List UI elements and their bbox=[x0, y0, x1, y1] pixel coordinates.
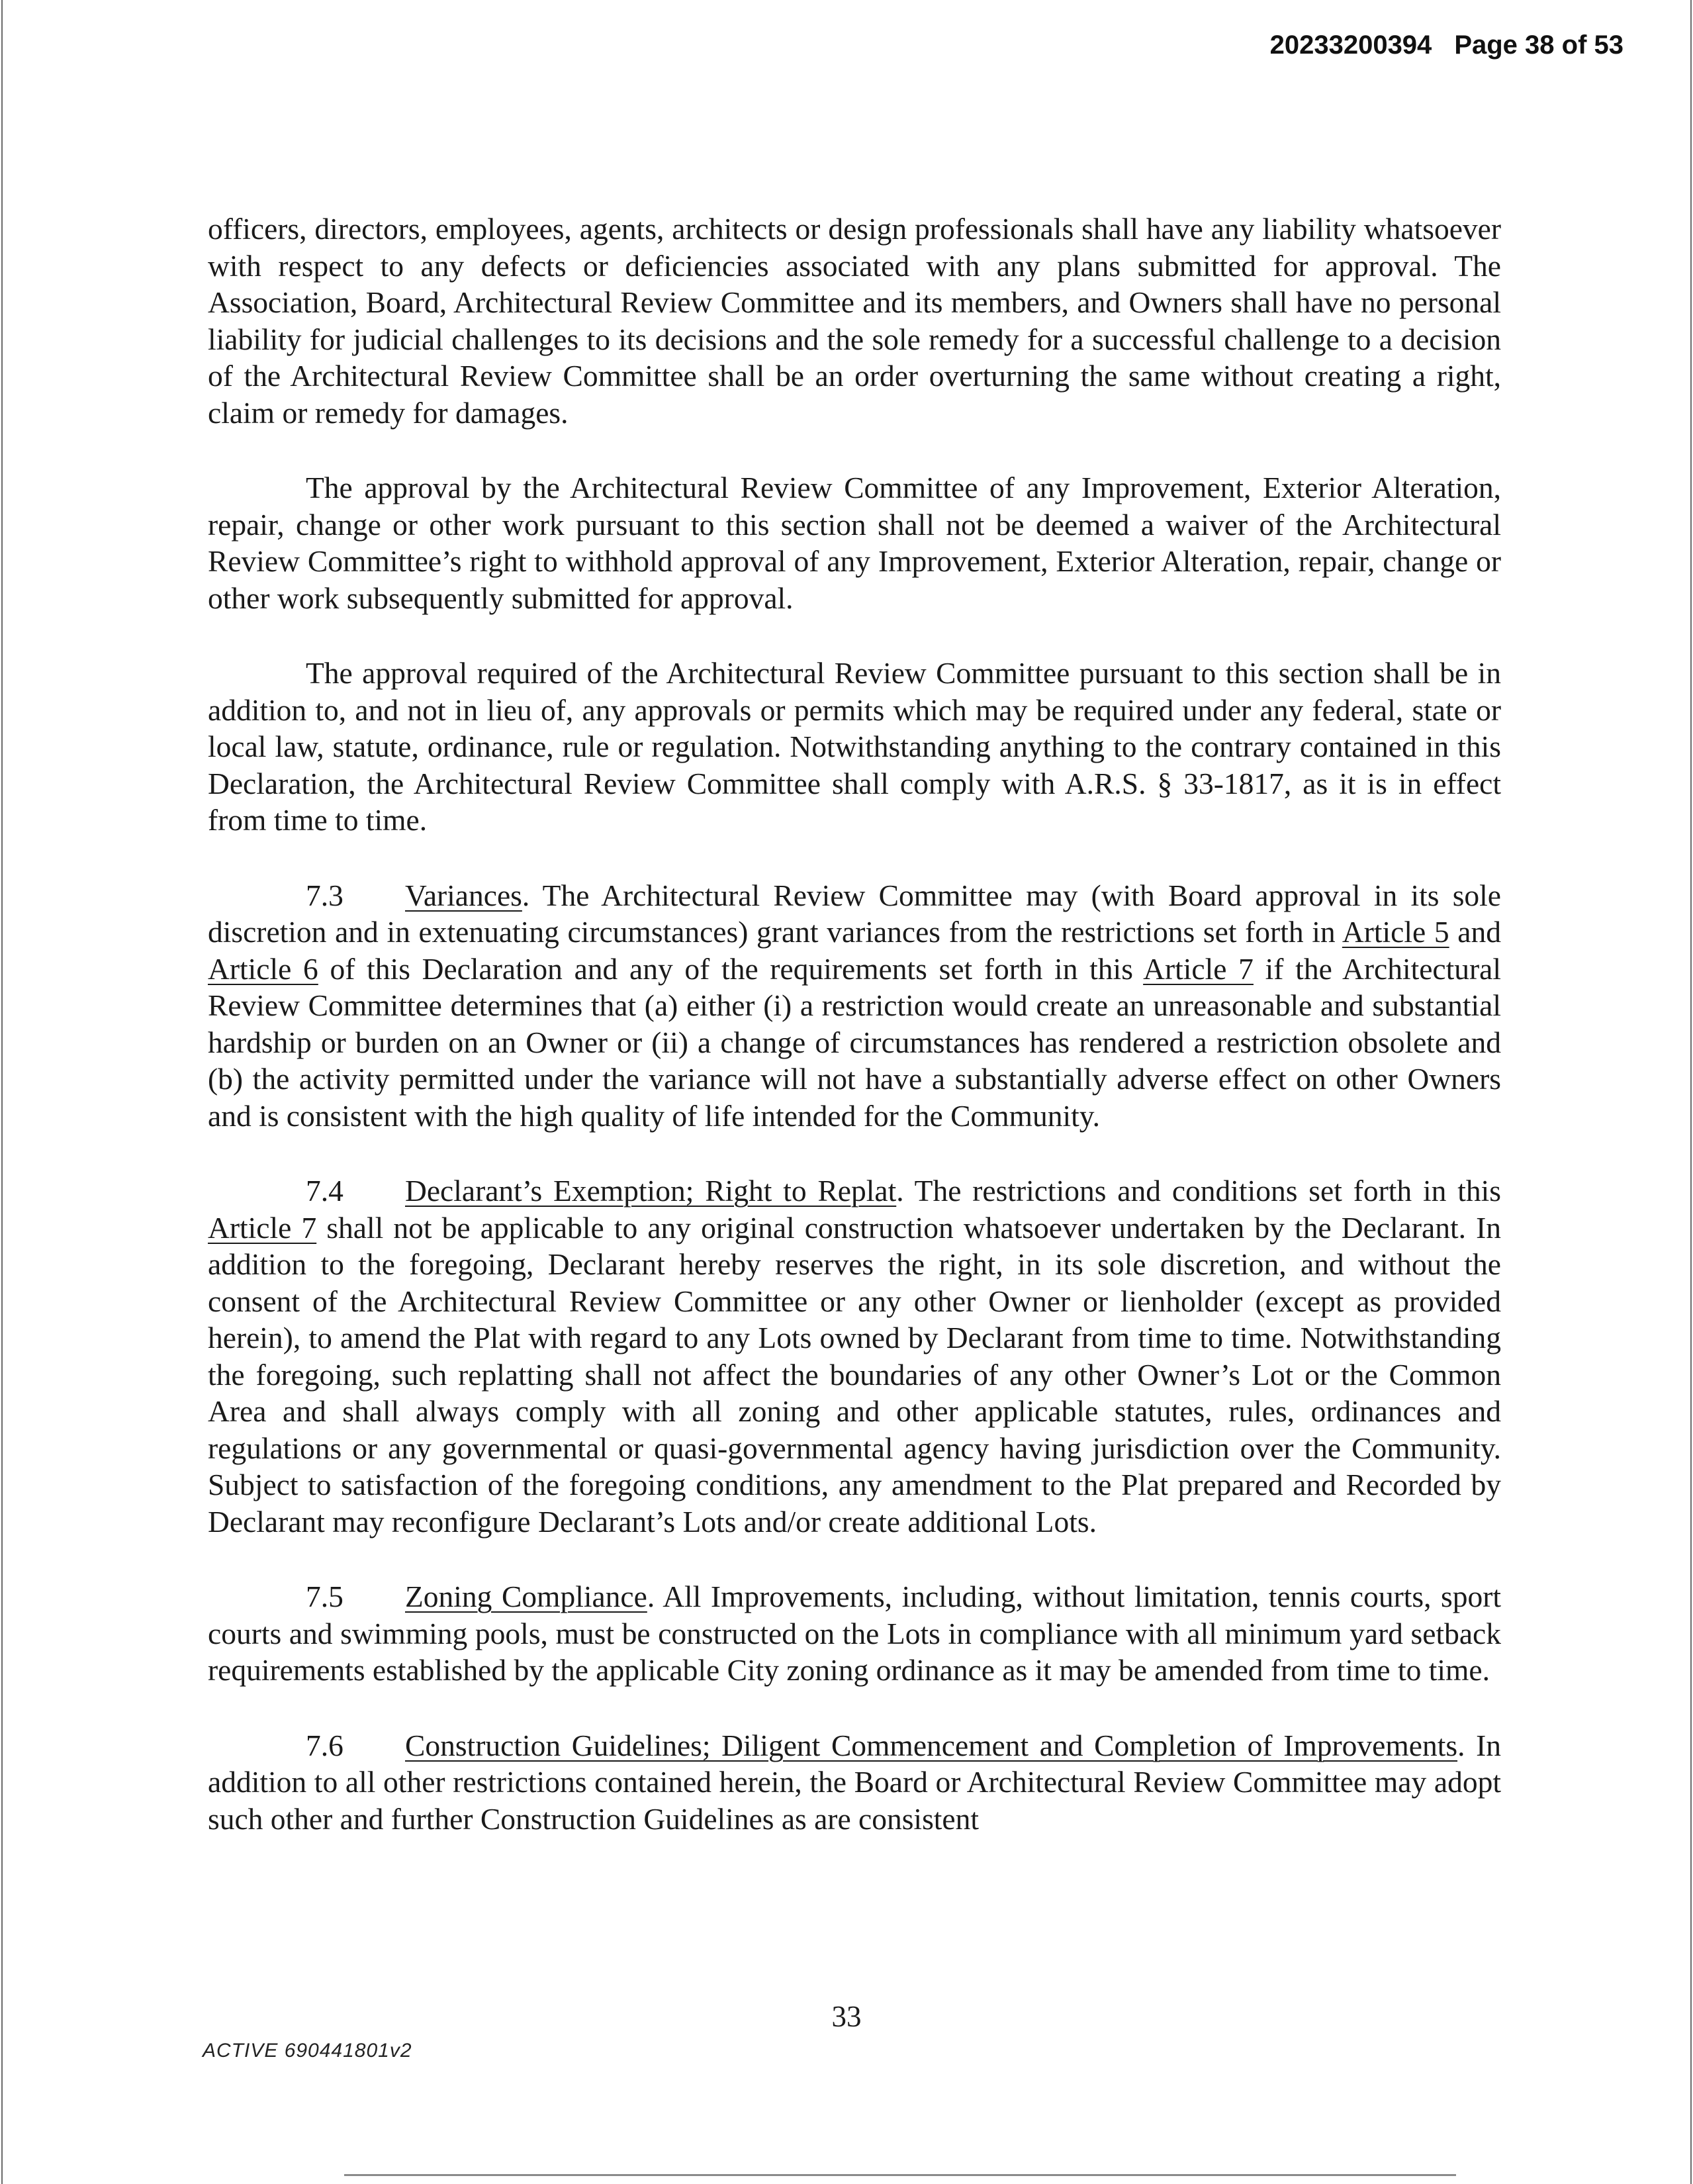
section-heading: Declarant’s Exemption; Right to Replat bbox=[405, 1174, 897, 1208]
document-body bbox=[208, 211, 1501, 1875]
page-of-total: Page 38 of 53 bbox=[1454, 30, 1624, 60]
section-heading: Variances bbox=[405, 878, 522, 912]
section-text: . In addition to all other restrictions contained herein, the Board or Architectural Review Committee may adopt such other and further Construction Guidelines as are consistent bbox=[208, 1728, 1501, 1836]
paragraph-approval-additional: The approval required of the Architectural Review Committee pursuant to this section shall be in addition to, and not in lieu of, any approvals or permits which may be required under any federal, state or local law, statute, ordinance, rule or regulation. Notwithstanding anything to the contrary contained in this Declaration, the Architectural Review Committee shall comply with A.R.S. § 33-1817, as it is in effect from time to time. bbox=[208, 656, 1501, 837]
section-number: 7.6 bbox=[306, 1728, 343, 1762]
paragraph-approval-waiver: The approval by the Architectural Review Committee of any Improvement, Exterior Alteration, repair, change or other work pursuant to this section shall not be deemed a waiver of the Architectural Review Committee’s right to withhold approval of any Improvement, Exterior Alteration, repair, change or other work subsequently submitted for approval. bbox=[208, 471, 1501, 615]
section-text: . The restrictions and conditions set forth in this bbox=[896, 1174, 1501, 1208]
section-text: and bbox=[1449, 915, 1502, 949]
article-reference: Article 6 bbox=[208, 951, 318, 986]
section-heading: Zoning Compliance bbox=[405, 1580, 647, 1613]
section-text: . The Architectural Review Committee may (with Board approval in its sole discretion and in extenuating circumstances) grant variances from the restrictions set forth in bbox=[208, 878, 1501, 949]
scan-edge-left bbox=[1, 0, 3, 2184]
document-id: ACTIVE 690441801v2 bbox=[203, 2040, 412, 2062]
article-reference: Article 7 bbox=[1143, 951, 1254, 986]
recording-stamp bbox=[1270, 30, 1624, 60]
scan-edge-bottom bbox=[344, 2174, 1456, 2176]
section-text: if the Architectural Review Committee determines that (a) either (i) a restriction would create an unreasonable and substantial hardship or burden on an Owner or (ii) a change of circumstances has rendered a restriction obsolete and (b) the activity permitted under the variance will not have a substantially adverse effect on other Owners and is consistent with the high quality of life intended for the Community. bbox=[208, 951, 1501, 1133]
recording-number: 20233200394 bbox=[1269, 30, 1432, 60]
section-7-4 bbox=[208, 1172, 1501, 1540]
section-7-5 bbox=[208, 1578, 1501, 1689]
article-reference: Article 7 bbox=[208, 1210, 317, 1245]
section-text: of this Declaration and any of the requirements set forth in this bbox=[318, 951, 1144, 986]
section-text: shall not be applicable to any original construction whatsoever undertaken by the Declarant. In addition to the foregoing, Declarant hereby reserves the right, in its sole discretion, and without the consent of the Architectural Review Committee or any other Owner or lienholder (except as provided herein), to amend the Plat with regard to any Lots owned by Declarant from time to time. Notwithstanding the foregoing, such replatting shall not affect the boundaries of any other Owner’s Lot or the Common Area and shall always comply with all zoning and other applicable statutes, rules, ordinances and regulations or any governmental or quasi-governmental agency having jurisdiction over the Community. Subject to satisfaction of the foregoing conditions, any amendment to the Plat prepared and Recorded by Declarant may reconfigure Declarant’s Lots and/or create additional Lots. bbox=[208, 1210, 1501, 1539]
section-number: 7.4 bbox=[306, 1174, 343, 1208]
page-number: 33 bbox=[831, 2000, 862, 2033]
section-number: 7.3 bbox=[306, 878, 343, 912]
article-reference: Article 5 bbox=[1342, 915, 1449, 949]
section-number: 7.5 bbox=[306, 1580, 343, 1613]
paragraph-continuation: officers, directors, employees, agents, architects or design professionals shall have any liability whatsoever with respect to any defects or deficiencies associated with any plans submitted for approval. The Association, Board, Architectural Review Committee and its members, and Owners shall have no personal liability for judicial challenges to its decisions and the sole remedy for a successful challenge to a decision of the Architectural Review Committee shall be an order overturning the same without creating a right, claim or remedy for damages. bbox=[208, 212, 1501, 430]
section-heading: Construction Guidelines; Diligent Commencement and Completion of Improvements bbox=[405, 1728, 1458, 1762]
section-text: . All Improvements, including, without limitation, tennis courts, sport courts and swimming pools, must be constructed on the Lots in compliance with all minimum yard setback requirements established by the applicable City zoning ordinance as it may be amended from time to time. bbox=[208, 1580, 1501, 1687]
scan-edge-right bbox=[1690, 0, 1692, 2184]
section-7-6 bbox=[208, 1727, 1501, 1838]
section-7-3 bbox=[208, 877, 1501, 1135]
